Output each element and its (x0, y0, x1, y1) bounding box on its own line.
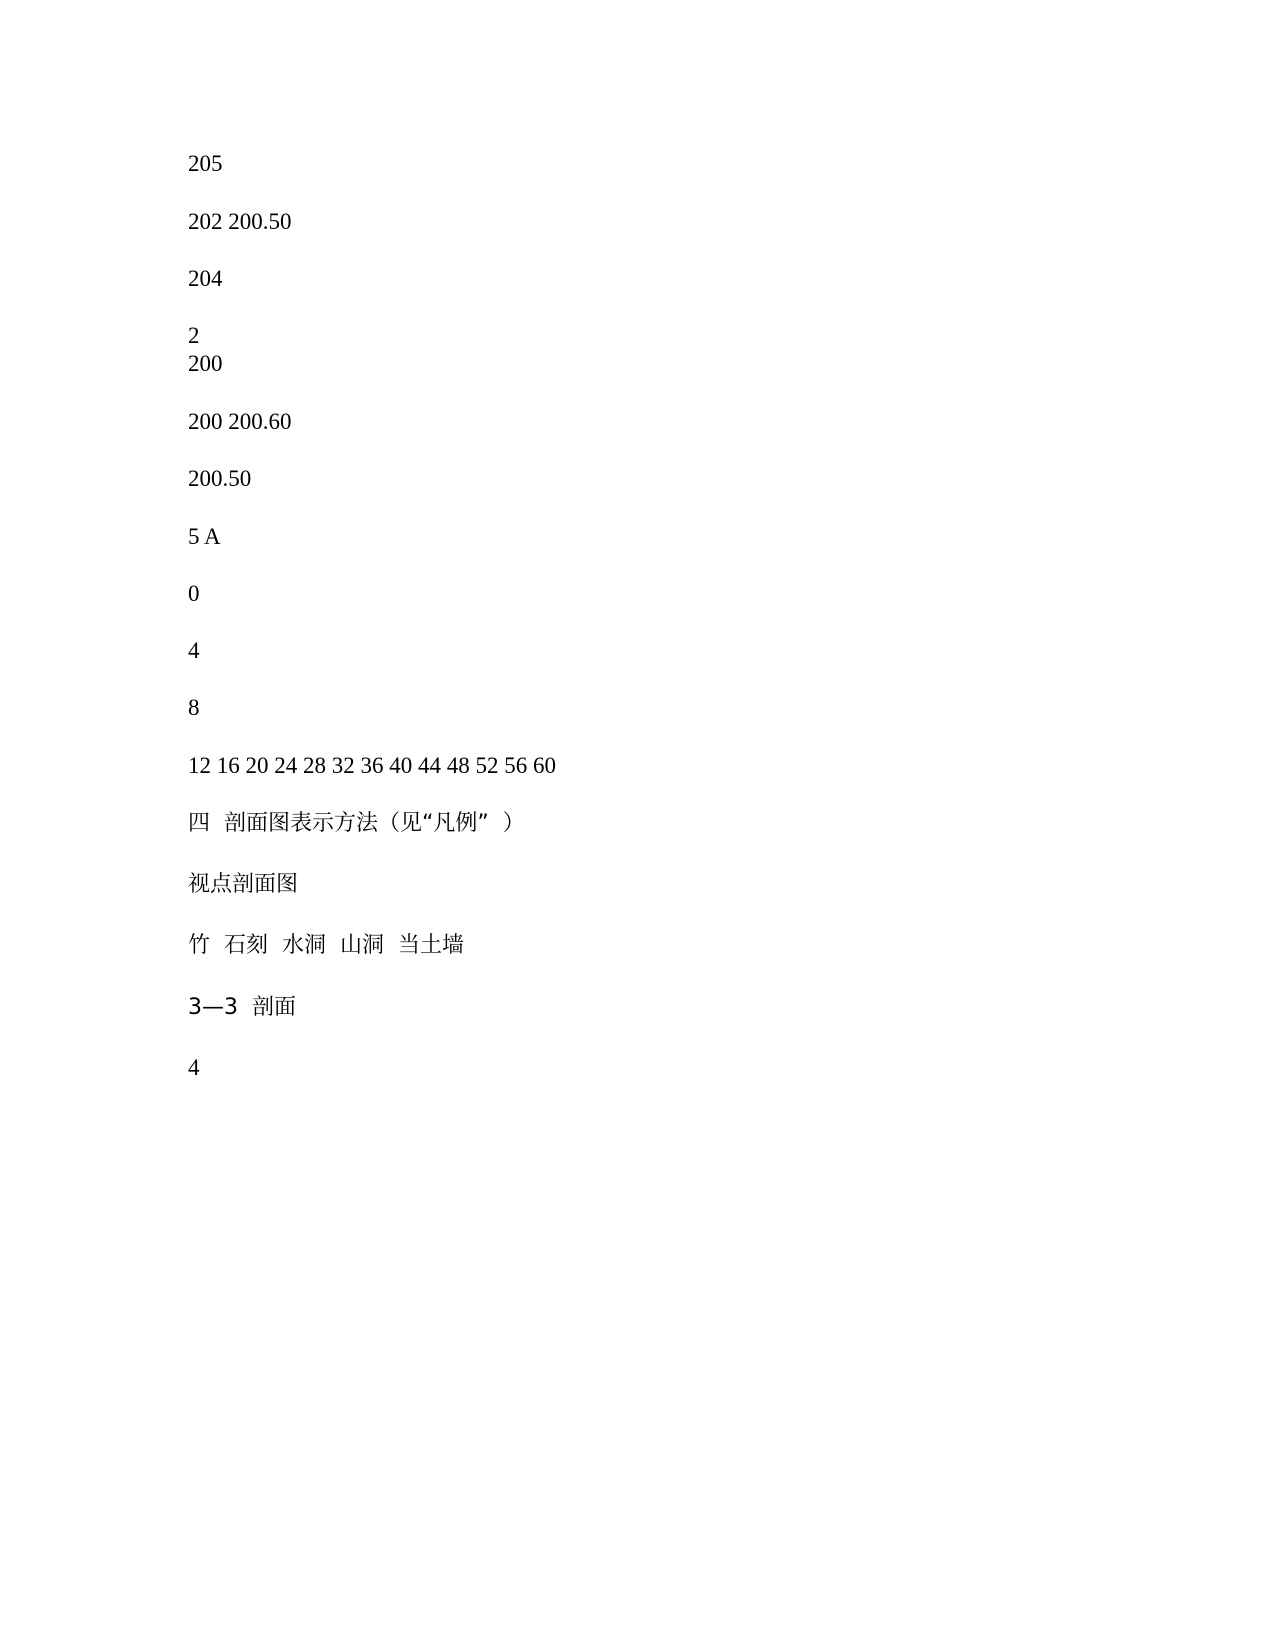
text-line-3: 204 (188, 266, 223, 291)
text-line-5: 200 (188, 351, 223, 376)
text-line-1: 205 (188, 151, 223, 176)
section-heading: 四 剖面图表示方法（见“凡例” ） (188, 811, 525, 836)
scale-tick-labels: 12 16 20 24 28 32 36 40 44 48 52 56 60 (188, 753, 556, 778)
text-line-8: 5 A (188, 524, 221, 549)
text-line-4: 2 (188, 323, 200, 348)
text-line-11: 8 (188, 695, 200, 720)
section-subheading: 视点剖面图 (188, 872, 299, 897)
text-line-6: 200 200.60 (188, 409, 292, 434)
legend-items: 竹 石刻 水洞 山洞 当土墙 (188, 933, 464, 958)
text-line-2: 202 200.50 (188, 209, 292, 234)
section-label: 3—3 剖面 (188, 995, 296, 1020)
text-line-10: 4 (188, 638, 200, 663)
text-line-7: 200.50 (188, 466, 252, 491)
text-line-9: 0 (188, 581, 200, 606)
page-number: 4 (188, 1055, 200, 1080)
